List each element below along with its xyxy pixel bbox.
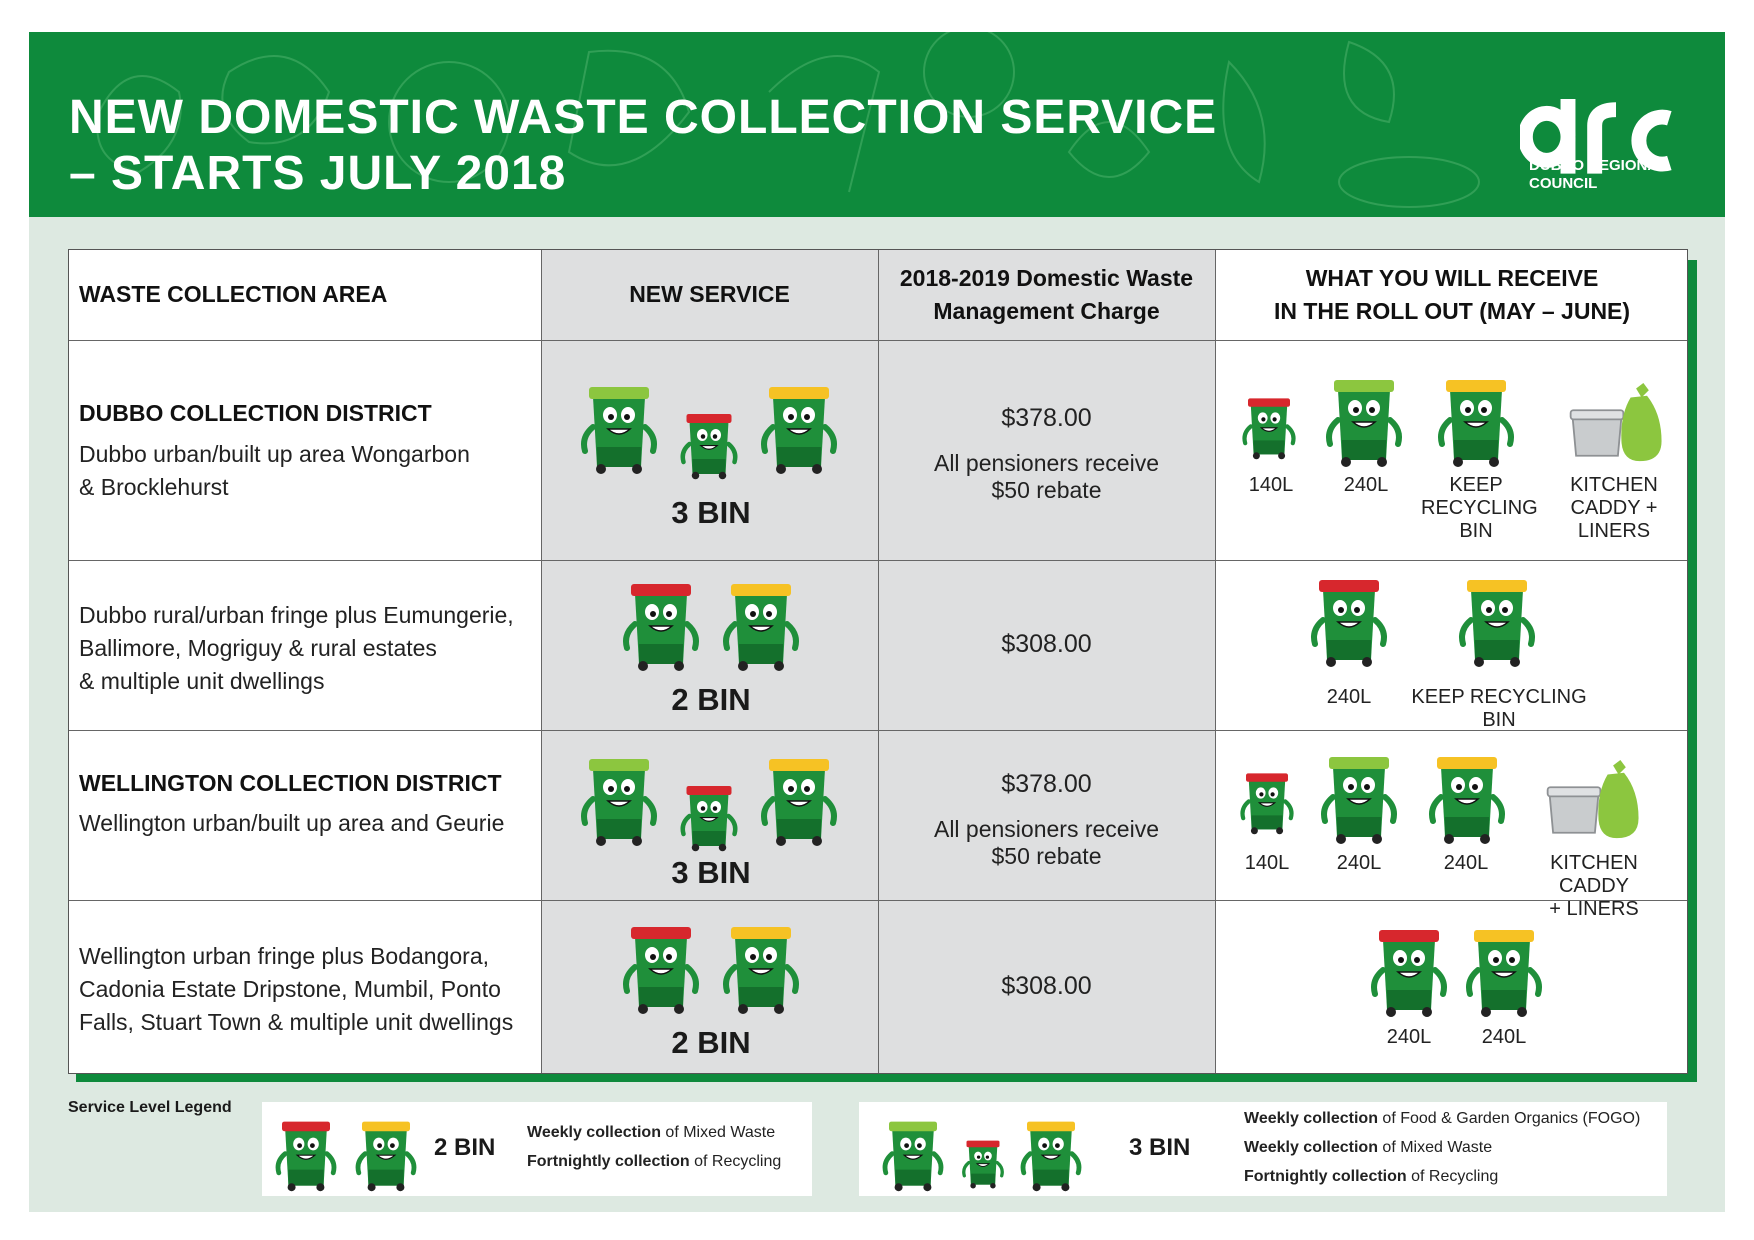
- kitchen-caddy-icon: [1567, 368, 1667, 468]
- area-description-line: Dubbo urban/built up area Wongarbon: [79, 441, 470, 467]
- receive-label: [1421, 474, 1538, 543]
- green-lid-bin-icon: [579, 375, 659, 475]
- legend-two-bin-line-2: [527, 1153, 781, 1171]
- green-lid-bin-icon: [579, 747, 659, 847]
- green-lid-bin-icon: [1324, 368, 1404, 468]
- receive-label: 240L: [1386, 1026, 1432, 1048]
- header-receive-line-1: WHAT YOU WILL RECEIVE: [1305, 265, 1599, 291]
- legend-text: of Recycling: [689, 1153, 782, 1170]
- legend-two-bin-label: 2 BIN: [434, 1134, 496, 1161]
- receive-label: 240L: [1481, 1026, 1527, 1048]
- legend-bold-text: Weekly collection: [527, 1124, 661, 1141]
- receive-label-line: CADDY +: [1570, 497, 1658, 519]
- red-lid-bin-icon: [274, 1112, 338, 1192]
- rebate-line: $50 rebate: [991, 843, 1102, 869]
- legend-three-bin: [859, 1102, 1667, 1196]
- council-name-line-1: DUBBO REGIONAL: [1529, 157, 1668, 174]
- green-lid-bin-icon: [1319, 745, 1399, 845]
- charge-amount: $308.00: [1001, 972, 1092, 1000]
- pensioner-rebate-note: [878, 816, 1215, 870]
- red-lid-bin-icon: [1239, 765, 1295, 835]
- area-description-line: Ballimore, Mogriguy & rural estates: [79, 635, 437, 661]
- title-line-1: NEW DOMESTIC WASTE COLLECTION SERVICE: [69, 91, 1218, 144]
- receive-label: 240L: [1326, 686, 1372, 708]
- legend-bold-text: Fortnightly collection: [1244, 1168, 1407, 1185]
- charge-amount: $378.00: [1001, 404, 1092, 432]
- header-area: WASTE COLLECTION AREA: [79, 281, 388, 307]
- page-title: [69, 90, 1217, 202]
- legend-three-bin-line-3: [1244, 1168, 1498, 1186]
- header-receive: [1215, 262, 1689, 328]
- charge-amount: $308.00: [1001, 630, 1092, 658]
- yellow-lid-bin-icon: [721, 915, 801, 1015]
- red-lid-bin-icon: [961, 1134, 1005, 1189]
- receive-label: 240L: [1343, 474, 1389, 496]
- area-description-line: Cadonia Estate Dripstone, Mumbil, Ponto: [79, 976, 501, 1002]
- title-line-2: – STARTS JULY 2018: [69, 147, 567, 200]
- receive-label-line: BIN: [1459, 520, 1493, 542]
- red-lid-bin-icon: [679, 777, 739, 852]
- yellow-lid-bin-icon: [354, 1112, 418, 1192]
- yellow-lid-bin-icon: [1427, 745, 1507, 845]
- yellow-lid-bin-icon: [1457, 568, 1537, 668]
- area-description-line: Falls, Stuart Town & multiple unit dwellings: [79, 1009, 514, 1035]
- yellow-lid-bin-icon: [759, 747, 839, 847]
- area-description: [79, 940, 513, 1039]
- red-lid-bin-icon: [1309, 568, 1389, 668]
- council-name-line-2: COUNCIL: [1529, 175, 1598, 192]
- legend-two-bin-line-1: [527, 1124, 775, 1142]
- yellow-lid-bin-icon: [1464, 918, 1544, 1018]
- service-level-label: 3 BIN: [671, 855, 751, 890]
- legend-text: of Food & Garden Organics (FOGO): [1377, 1110, 1641, 1127]
- header-banner: [29, 32, 1725, 217]
- area-description: [79, 438, 470, 504]
- header-charge-line-2: Management Charge: [933, 298, 1160, 324]
- legend-bold-text: Weekly collection: [1244, 1139, 1378, 1156]
- receive-label-line: KITCHEN: [1570, 474, 1658, 496]
- legend-three-bin-line-2: [1244, 1139, 1492, 1157]
- header-charge: [878, 262, 1215, 328]
- column-divider: [1215, 250, 1216, 1073]
- receive-label-line: KEEP: [1449, 474, 1503, 496]
- receive-label: KEEP RECYCLING BIN: [1411, 686, 1587, 731]
- area-description: [79, 807, 504, 840]
- charge-amount: $378.00: [1001, 770, 1092, 798]
- column-divider: [541, 250, 542, 1073]
- yellow-lid-bin-icon: [759, 375, 839, 475]
- area-title: DUBBO COLLECTION DISTRICT: [79, 400, 432, 426]
- rebate-line: All pensioners receive: [933, 816, 1159, 842]
- rebate-line: All pensioners receive: [933, 450, 1159, 476]
- legend-text: of Mixed Waste: [1377, 1139, 1493, 1156]
- pensioner-rebate-note: [878, 450, 1215, 504]
- receive-label-line: + LINERS: [1549, 898, 1639, 920]
- yellow-lid-bin-icon: [1019, 1112, 1083, 1192]
- service-level-label: 3 BIN: [671, 495, 751, 530]
- red-lid-bin-icon: [1241, 390, 1297, 460]
- header-service: NEW SERVICE: [629, 281, 790, 307]
- receive-label: 140L: [1248, 474, 1294, 496]
- service-level-label: 2 BIN: [671, 1025, 751, 1060]
- receive-label: 140L: [1244, 852, 1290, 874]
- receive-label: [1514, 852, 1674, 921]
- red-lid-bin-icon: [621, 572, 701, 672]
- legend-text: of Recycling: [1406, 1168, 1499, 1185]
- red-lid-bin-icon: [621, 915, 701, 1015]
- red-lid-bin-icon: [679, 405, 739, 480]
- legend-three-bin-line-1: [1244, 1110, 1640, 1128]
- legend-two-bin: [262, 1102, 812, 1196]
- legend-text: of Mixed Waste: [660, 1124, 776, 1141]
- area-title: WELLINGTON COLLECTION DISTRICT: [79, 770, 502, 796]
- receive-label: 240L: [1443, 852, 1489, 874]
- council-name: [1529, 157, 1667, 193]
- receive-label-line: KITCHEN CADDY: [1550, 852, 1638, 897]
- area-description-line: Wellington urban fringe plus Bodangora,: [79, 943, 490, 969]
- service-level-label: 2 BIN: [671, 682, 751, 717]
- area-description: [79, 599, 514, 698]
- receive-label-line: LINERS: [1577, 520, 1651, 542]
- area-description-line: & multiple unit dwellings: [79, 668, 325, 694]
- yellow-lid-bin-icon: [721, 572, 801, 672]
- legend-title: Service Level Legend: [68, 1099, 232, 1116]
- header-receive-line-2: IN THE ROLL OUT (MAY – JUNE): [1273, 298, 1631, 324]
- legend-three-bin-label: 3 BIN: [1129, 1134, 1191, 1161]
- column-divider: [878, 250, 879, 1073]
- header-charge-line-1: 2018-2019 Domestic Waste: [899, 265, 1194, 291]
- green-lid-bin-icon: [881, 1112, 945, 1192]
- service-table: [68, 249, 1688, 1074]
- receive-label: [1559, 474, 1669, 543]
- area-description-line: & Brocklehurst: [79, 474, 229, 500]
- rebate-line: $50 rebate: [991, 477, 1102, 503]
- legend-bold-text: Fortnightly collection: [527, 1153, 690, 1170]
- yellow-lid-bin-icon: [1436, 368, 1516, 468]
- area-description-line: Wellington urban/built up area and Geurie: [79, 810, 505, 836]
- kitchen-caddy-icon: [1544, 745, 1644, 845]
- receive-label: 240L: [1336, 852, 1382, 874]
- area-description-line: Dubbo rural/urban fringe plus Eumungerie,: [79, 602, 514, 628]
- red-lid-bin-icon: [1369, 918, 1449, 1018]
- legend-bold-text: Weekly collection: [1244, 1110, 1378, 1127]
- receive-label-line: RECYCLING: [1421, 497, 1538, 519]
